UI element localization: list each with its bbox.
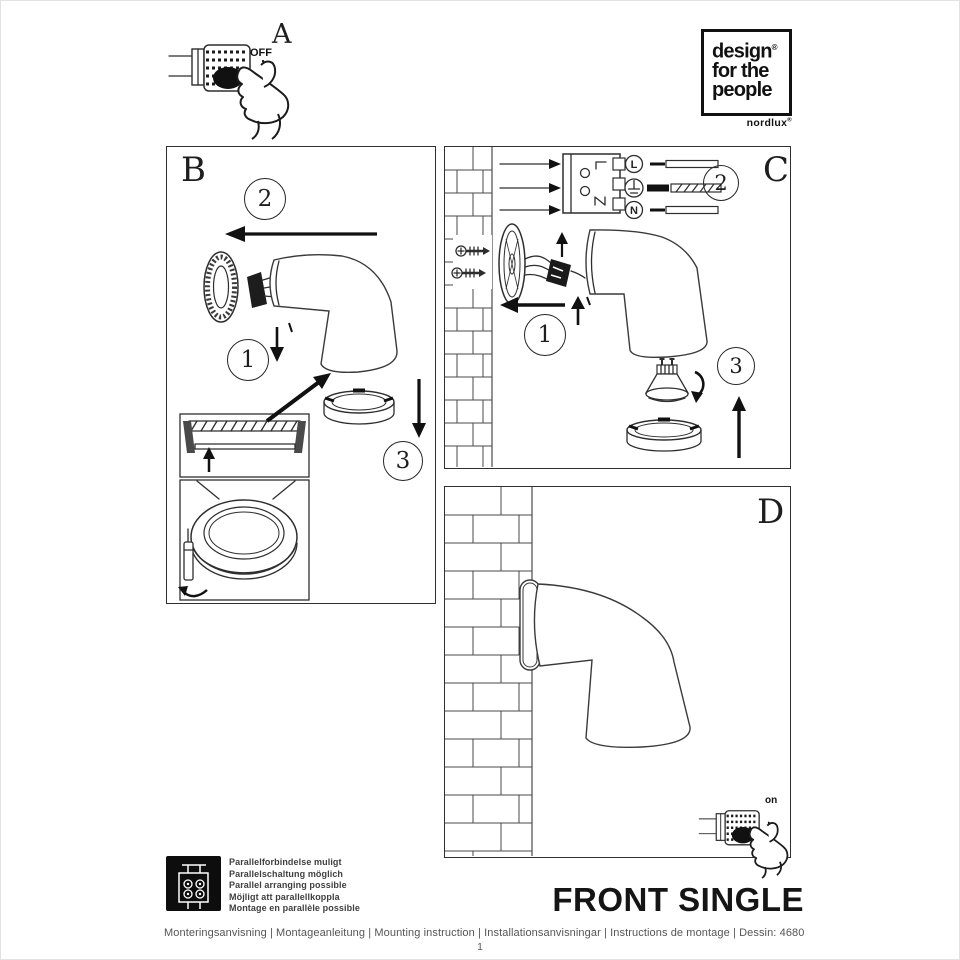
panel-d [444,486,791,858]
panel-b [166,146,436,604]
logo-line-1: design® [712,40,778,63]
mounting-plate [499,224,525,304]
neutral-terminal-label: N [630,205,638,217]
inset-diffuser-ring-view [178,480,309,600]
panel-c [444,146,791,469]
brick-wall [445,487,532,856]
arrow-left [225,226,377,242]
product-title: FRONT SINGLE [552,881,804,918]
step-2-badge: 2 [703,165,739,201]
live-terminal-label: L [630,159,638,171]
nordlux-brand: nordlux® [746,117,792,129]
arrow-up-tick [571,296,590,325]
parallel-connection-note [229,857,379,915]
power-cable [169,56,192,76]
footer-instructions: Monteringsanvisning | Montageanleitung | Mounting instruction | Installationsanvisningar | Instructions de montage | Dessin: 4680 [164,927,805,939]
switch-on-drawing [699,811,787,878]
lamp-body [534,584,690,747]
terminal-block [500,154,625,215]
arrow-down-small [270,323,292,362]
step-3-badge: 3 [717,347,755,385]
panel-c-drawing [445,147,789,467]
arrow-down-right [412,379,426,438]
step-1-badge: 1 [227,339,269,381]
switch-off-label: OFF [250,47,272,59]
wall-gap [453,235,492,289]
panel-b-letter: B [181,150,206,190]
hand [237,62,288,139]
terminal-symbols [625,156,643,219]
brick-wall [445,147,492,467]
lamp-body [586,230,707,357]
rotate-arrow [691,372,703,403]
mounting-ring [204,252,238,322]
arrow-up-big [732,396,746,458]
step-2-badge: 2 [244,178,286,220]
registered-mark: ® [771,43,778,52]
design-for-the-people-logo [701,29,792,116]
note-line-en: Parallel arranging possible [229,880,347,890]
parallel-connection-icon [166,856,221,911]
inset-diffuser-snap-section [180,414,309,477]
gu10-bulb [646,359,688,402]
note-line-sv: Möjligt att parallellkoppla [229,891,340,902]
panel-c-letter: C [763,150,790,190]
connector-wires [525,256,585,287]
note-line-fr: Montage en parallèle possible [229,903,360,913]
diffuser-disc [627,420,701,452]
logo-line-2: for the [712,59,769,82]
page-number: 1 [477,942,483,953]
panel-d-drawing [445,487,789,856]
lamp-body [270,255,397,373]
arrow-up-tiny [556,232,568,257]
step-1-badge: 1 [524,314,566,356]
logo-line-3: people [712,78,772,101]
switch-on-label: on [765,795,778,806]
note-line-da: Parallelforbindelse muligt [229,857,342,867]
diffuser-disc [324,391,394,425]
figure-switch-off [166,21,296,141]
step-3-badge: 3 [383,441,423,481]
note-line-de: Parallelschaltung möglich [229,868,344,879]
panel-d-letter: D [757,492,785,532]
panel-b-drawing [167,147,434,602]
figure-a-letter: A [272,19,292,50]
